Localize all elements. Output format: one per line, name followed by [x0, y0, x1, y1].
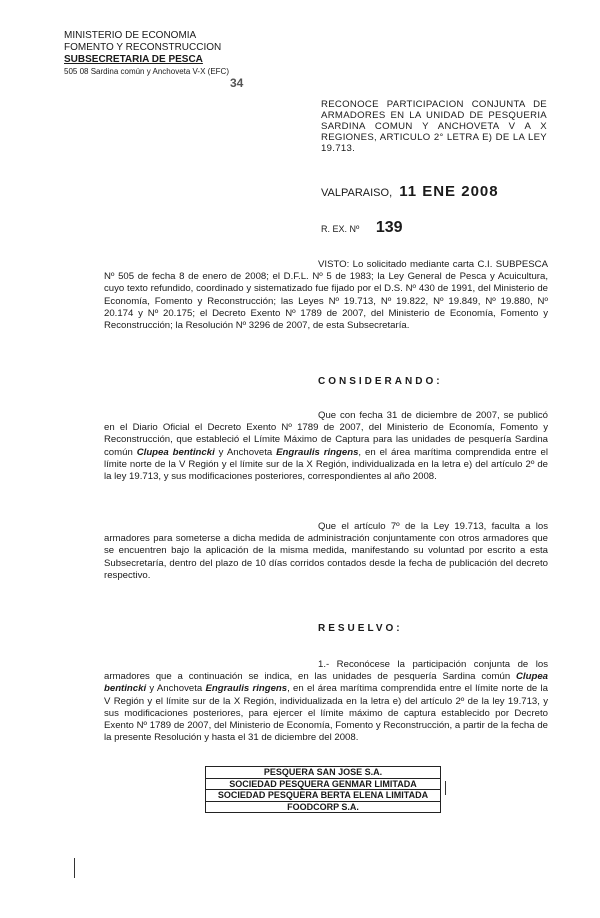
- place-date: [321, 183, 499, 200]
- species-name: Clupea bentincki: [136, 446, 215, 458]
- considerando-p2-text: Que el artículo 7º de la Ley 19.713, faculta a los armadores para someterse a dicha medida de administración conjuntamente con otros armadores que se encuentren bajo la aplicación de la misma medida, manifestando su voluntad por escrito a esta Subsecretaría, dentro del plazo de 10 días corridos contados desde la fecha de publicación del decreto respectivo.: [104, 521, 548, 581]
- armador-cell: PESQUERA SAN JOSE S.A.: [206, 767, 441, 779]
- considerando-paragraph-2: [104, 521, 548, 582]
- issue-date: 11 ENE 2008: [399, 183, 499, 200]
- considerando-paragraph-1: [104, 410, 548, 483]
- considerando-p1-text-c: , en el área marítima comprendida entre el límite norte de la V Región y el límite sur de la X Región, individualizada en la letra e) del artículo 2º de la ley 19.713, y sus modificaciones posteriores, correspondientes al año 2008.: [104, 446, 548, 483]
- armador-cell: SOCIEDAD PESQUERA GENMAR LIMITADA: [206, 778, 441, 790]
- resolution-number: 139: [375, 219, 403, 236]
- armador-cell: SOCIEDAD PESQUERA BERTA ELENA LIMITADA: [206, 790, 441, 802]
- margin-mark: [74, 858, 75, 878]
- armadores-table: [205, 766, 441, 813]
- table-row: [206, 801, 441, 813]
- subsecretariat-name: SUBSECRETARIA DE PESCA: [64, 54, 203, 65]
- considerando-p1-text-a: Que con fecha 31 de diciembre de 2007, se publicó en el Diario Oficial el Decreto Exento Nº 1789 de 2007, del Ministerio de Economía, Fomento y Reconstrucción, que estableció el Límite Máximo de Captura para las unidades de pesquería Sardina común: [104, 410, 548, 458]
- city: VALPARAISO,: [321, 187, 393, 199]
- table-row: [206, 778, 441, 790]
- resolution-number-line: [321, 219, 403, 237]
- visto-lead: VISTO:: [318, 259, 350, 270]
- considerando-p1-text-b: y Anchoveta: [214, 446, 277, 458]
- resuelvo-paragraph-1: [104, 659, 548, 744]
- resuelvo-heading: RESUELVO:: [318, 623, 403, 634]
- species-name: Clupea bentincki: [104, 671, 548, 695]
- visto-paragraph: [104, 259, 548, 332]
- page-stamp: 34: [230, 76, 244, 90]
- ministry-subname: FOMENTO Y RECONSTRUCCION: [64, 42, 222, 53]
- resuelvo-p1-text-b: y Anchoveta: [146, 683, 206, 695]
- table-row: [206, 767, 441, 779]
- species-name: Engraulis ringens: [276, 446, 359, 458]
- resolution-subject: RECONOCE PARTICIPACION CONJUNTA DE ARMADORES EN LA UNIDAD DE PESQUERIA SARDINA COMUN Y ANCHOVETA V A X REGIONES, ARTICULO 2° LETRA E) DE LA LEY 19.713.: [321, 99, 547, 154]
- ministry-name: MINISTERIO DE ECONOMIA: [64, 30, 197, 41]
- resolution-label: R. EX. Nº: [321, 224, 360, 234]
- table-row: [206, 790, 441, 802]
- considerando-heading: CONSIDERANDO:: [318, 376, 443, 387]
- file-reference: 505 08 Sardina común y Anchoveta V-X (EFC): [64, 67, 229, 76]
- resuelvo-p1-text-c: , en el área marítima comprendida entre el límite norte de la V Región y el límite sur de la X Región, individualizada en la letra e) del artículo 2º de la ley 19.713, y sus modificaciones posteriores, para ejercer el límite máximo de captura establecido por Decreto Exento Nº 1789 de 2007, del Ministerio de Economía, Fomento y Reconstrucción, a partir de la fecha de la presente Resolución y hasta el 31 de diciembre del 2008.: [104, 683, 548, 744]
- armador-cell: FOODCORP S.A.: [206, 801, 441, 813]
- resuelvo-p1-text-a: 1.- Reconócese la participación conjunta de los armadores que a continuación se indica, en las unidades de pesquería Sardina común: [104, 659, 548, 683]
- species-name: Engraulis ringens: [205, 683, 288, 695]
- letterhead: [64, 30, 229, 78]
- visto-text: Lo solicitado mediante carta C.I. SUBPESCA Nº 505 de fecha 8 de enero de 2008; el D.F.L. Nº 5 de 1983; la Ley General de Pesca y Acuicultura, cuyo texto refundido, coordinado y sistematizado fue fijado por el D.S. Nº 430 de 1991, del Ministerio de Economía, Fomento y Reconstrucción; las Leyes Nº 19.713, Nº 19.822, Nº 19.849, Nº 19.880, Nº 20.174 y Nº 20.175; el Decreto Exento Nº 1789 de 2007, del Ministerio de Economía, Fomento y Reconstrucción; la Resolución Nº 3296 de 2007, de esta Subsecretaría.: [104, 259, 548, 332]
- margin-mark: [445, 781, 446, 795]
